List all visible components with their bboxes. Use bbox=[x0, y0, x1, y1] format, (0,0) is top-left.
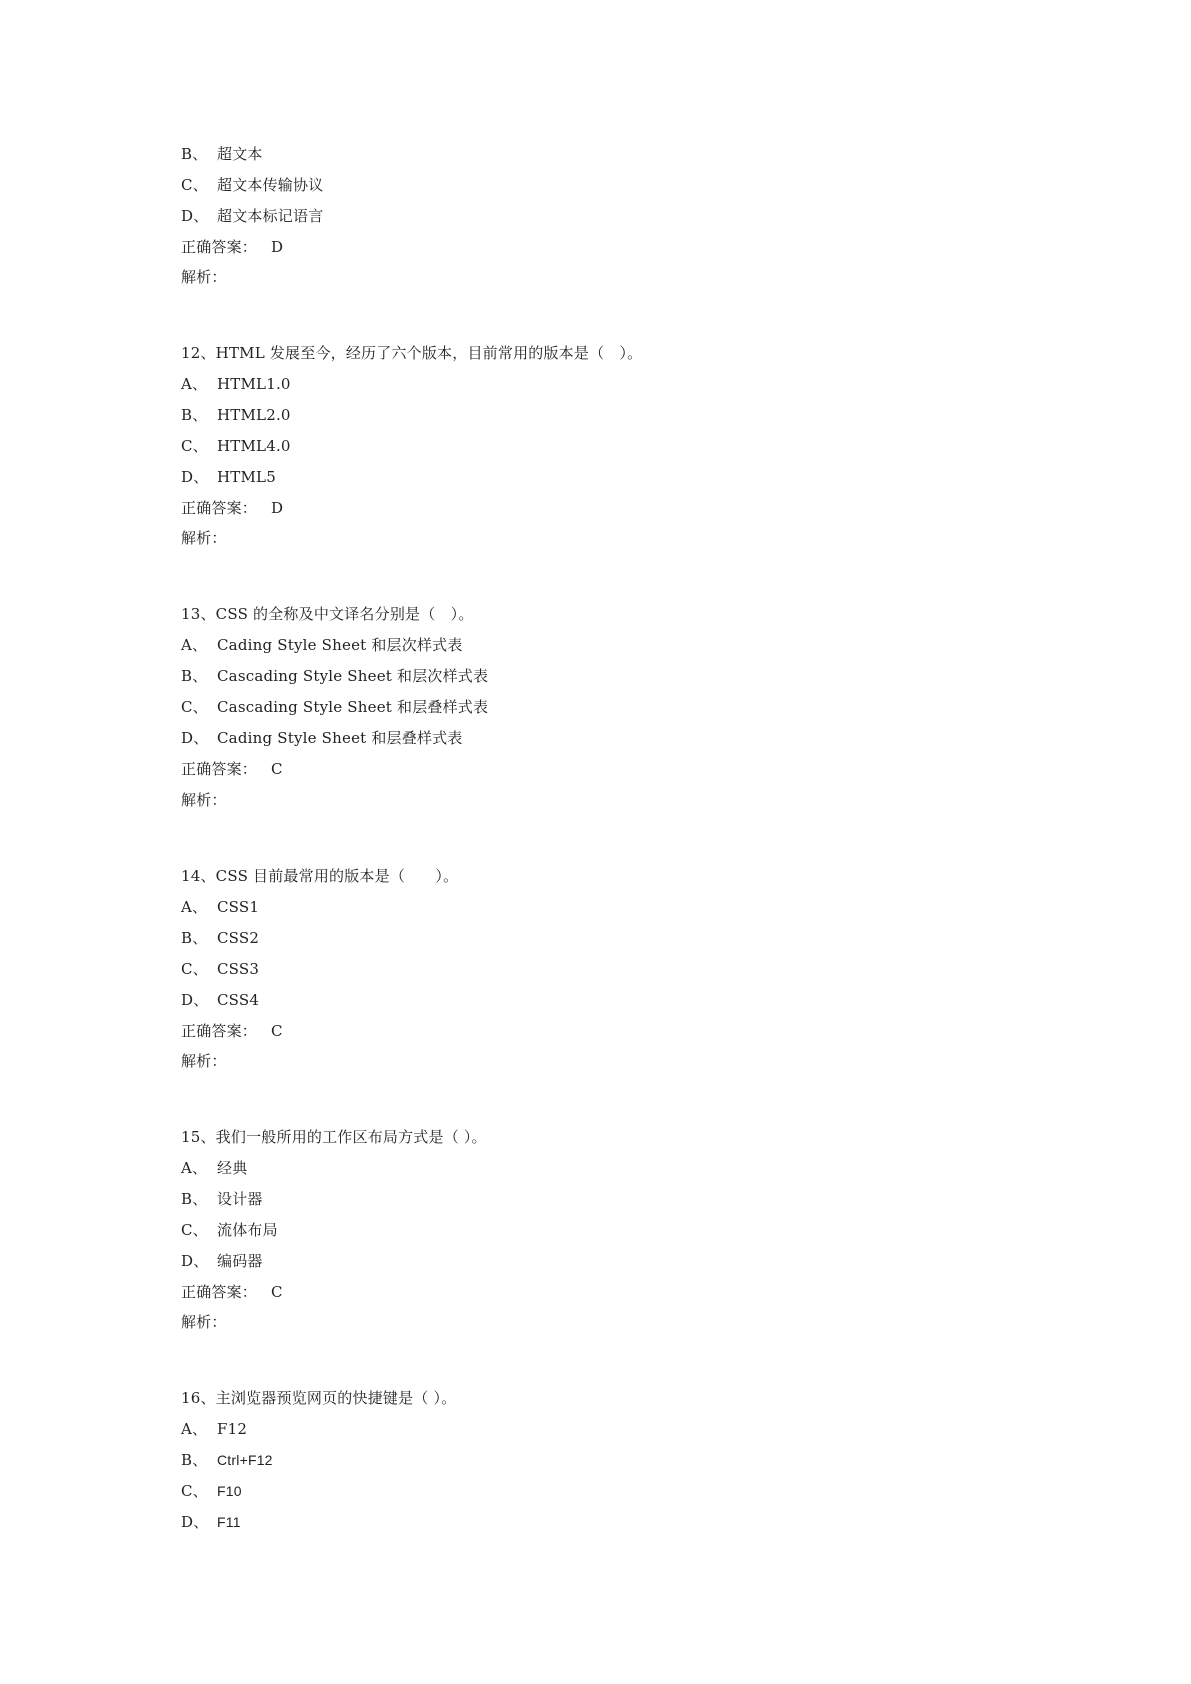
answer-label: 正确答案： bbox=[181, 1022, 258, 1040]
q11-option-c: C、 超文本传输协议 bbox=[181, 176, 324, 194]
q16-option-a: A、 F12 bbox=[181, 1420, 248, 1438]
q14-question: 14、CSS 目前最常用的版本是（ ）。 bbox=[181, 867, 459, 885]
q14-answer bbox=[181, 1019, 283, 1043]
q13-option-d: D、 Cading Style Sheet 和层叠样式表 bbox=[181, 729, 463, 747]
q12-analysis bbox=[181, 526, 227, 550]
q14-analysis bbox=[181, 1049, 227, 1073]
q14-option-d: D、 CSS4 bbox=[181, 991, 260, 1009]
q13-option-c: C、 Cascading Style Sheet 和层叠样式表 bbox=[181, 698, 489, 716]
answer-label: 正确答案： bbox=[181, 1283, 258, 1301]
q14-option-b: B、 CSS2 bbox=[181, 929, 260, 947]
q15-option-b: B、 设计器 bbox=[181, 1190, 263, 1208]
q16-option-c: C、 F10 bbox=[181, 1482, 242, 1500]
analysis-label: 解析： bbox=[181, 791, 227, 809]
q11-analysis bbox=[181, 265, 227, 289]
q11-option-b: B、 超文本 bbox=[181, 145, 263, 163]
analysis-label: 解析： bbox=[181, 529, 227, 547]
q15-analysis bbox=[181, 1310, 227, 1334]
q12-option-b: B、 HTML2.0 bbox=[181, 406, 291, 424]
answer-label: 正确答案： bbox=[181, 760, 258, 778]
answer-label: 正确答案： bbox=[181, 499, 258, 517]
q13-option-a: A、 Cading Style Sheet 和层次样式表 bbox=[181, 636, 463, 654]
answer-value: D bbox=[271, 238, 284, 256]
q15-option-c: C、 流体布局 bbox=[181, 1221, 278, 1239]
answer-value: C bbox=[271, 760, 283, 778]
answer-value: C bbox=[271, 1283, 283, 1301]
q12-option-c: C、 HTML4.0 bbox=[181, 437, 291, 455]
analysis-label: 解析： bbox=[181, 268, 227, 286]
answer-value: D bbox=[271, 499, 284, 517]
q13-answer bbox=[181, 757, 283, 781]
q12-question: 12、HTML 发展至今，经历了六个版本，目前常用的版本是（ ）。 bbox=[181, 344, 643, 362]
q11-option-d: D、 超文本标记语言 bbox=[181, 207, 324, 225]
q12-option-a: A、 HTML1.0 bbox=[181, 375, 291, 393]
q16-option-b: B、 Ctrl+F12 bbox=[181, 1451, 273, 1469]
analysis-label: 解析： bbox=[181, 1052, 227, 1070]
q16-question: 16、主浏览器预览网页的快捷键是（ ）。 bbox=[181, 1389, 457, 1407]
q15-answer bbox=[181, 1280, 283, 1304]
q15-option-a: A、 经典 bbox=[181, 1159, 248, 1177]
q13-question: 13、CSS 的全称及中文译名分别是（ ）。 bbox=[181, 605, 474, 623]
q14-option-a: A、 CSS1 bbox=[181, 898, 260, 916]
q11-answer bbox=[181, 235, 283, 259]
analysis-label: 解析： bbox=[181, 1313, 227, 1331]
answer-label: 正确答案： bbox=[181, 238, 258, 256]
q12-option-d: D、 HTML5 bbox=[181, 468, 276, 486]
answer-value: C bbox=[271, 1022, 283, 1040]
q16-option-d: D、 F11 bbox=[181, 1513, 241, 1531]
q14-option-c: C、 CSS3 bbox=[181, 960, 260, 978]
q13-option-b: B、 Cascading Style Sheet 和层次样式表 bbox=[181, 667, 489, 685]
q15-option-d: D、 编码器 bbox=[181, 1252, 263, 1270]
q15-question: 15、我们一般所用的工作区布局方式是（ ）。 bbox=[181, 1128, 487, 1146]
q13-analysis bbox=[181, 788, 227, 812]
q12-answer bbox=[181, 496, 283, 520]
